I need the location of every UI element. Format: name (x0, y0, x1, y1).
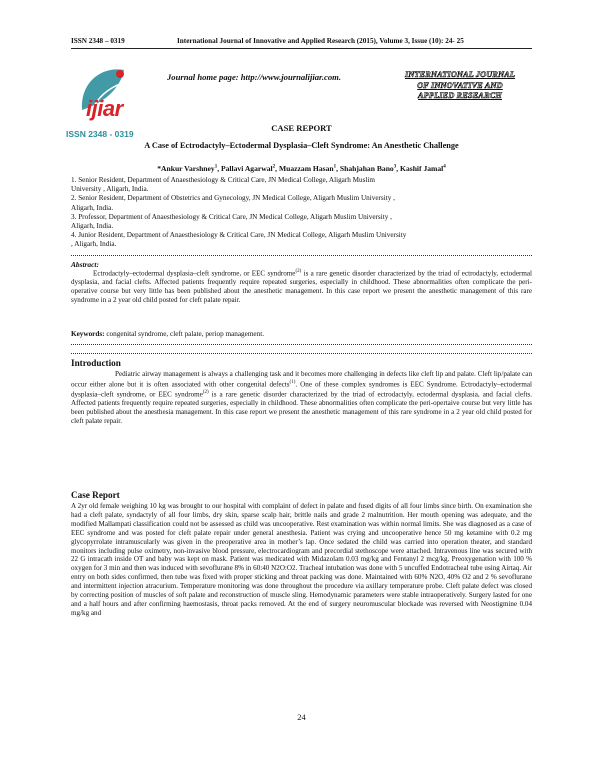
intro-heading: Introduction (71, 358, 121, 368)
article-type: CASE REPORT (271, 123, 332, 133)
header-issn: ISSN 2348 – 0319 (71, 37, 125, 45)
author-name: Pallavi Agarwal (220, 164, 273, 173)
header-journal-ref: International Journal of Innovative and Applied Research (2015), Volume 3, Issue (10): 24- 25 (177, 37, 464, 45)
author-separator: , (396, 164, 401, 173)
section-divider (71, 344, 532, 345)
author-name: Shahjahan Bano (339, 164, 394, 173)
case-report-text: A 2yr old female weighing 10 kg was brought to our hospital with complaint of defect in palate and fused digits of all four limbs since birth. On examination she had a cleft palate, syndactyly of all four limbs, dry skin, sparse scalp hair, brittle nails and grade 2 malnutrition. Her mouth opening was adequate, and the modified Mallampati classification could not be assessed as child was uncooperative. Rest examination was within normal limits. She was diagnosed as a case of EEC syndrome and was posted for cleft palate repair under general anesthesia. Patient was crying and uncooperative hence 50 mg ketamine with 0.2 mg glycopyrrolate intramuscularly was given in the preoperative area in mother’s lap. Once sedated the child was carried into operation theater, and standard monitors including pulse oximetry, non-invasive blood pressure, electrocardiogram and precordial stethoscope were attached. Intravenous line was secured with 22 G intracath inside OT and baby was kept on mask. Patient was medicated with Midazolam 0.03 mg/kg and Fentanyl 2 mcg/kg. Preoxygenation with 100 % oxygen for 3 min and then was induced with sevoflurane 8% in 60:40 N2O:O2. Tracheal intubation was done with 5 uncuffed Endotracheal tube using Airtaq. Air entry on both sides confirmed, then tube was fixed with proper sticking and throat packing was done. Maintained with 60% N2O, 40% O2 and 2 % sevoflurane and intermittent injection atracurium. Temperature monitoring was done throughout the procedure via axillary temperature probe. Cleft palate defect was closed by correcting position of muscles of soft palate and reconstruction of muscle sling. Hemodynamic parameters were stable intraoperatively. Surgery lasted for one and a half hours and after confirming haemostasis, throat packs removed. At the end of surgery neuromuscular blockade was reversed with Neostigmine 0.04 mg/kg and (71, 502, 532, 617)
journal-home-link[interactable]: Journal home page: http://www.journalijiar.com. (167, 72, 341, 82)
affiliation-list (71, 176, 536, 250)
affiliation-item: 2. Senior Resident, Department of Obstetrics and Gynecology, JN Medical College, Aligarh Muslim University , Aligarh, India. (71, 194, 395, 212)
author-name: Muazzam Hasan (278, 164, 334, 173)
author-separator: , (217, 164, 221, 173)
logo-issn: ISSN 2348 - 0319 (66, 129, 134, 139)
article-title: A Case of Ectrodactyly–Ectodermal Dysplasia–Cleft Syndrome: An Anesthetic Challenge (144, 141, 459, 150)
journal-name-block (380, 70, 540, 102)
author-list (71, 164, 532, 173)
author-separator: , (336, 164, 340, 173)
author-affiliation-mark: 1 (333, 164, 337, 170)
affiliation-item: 3. Professor, Department of Anaesthesiology & Critical Care, JN Medical College, Aligarh Muslim University , Aligarh, India. (71, 212, 392, 231)
logo-word: ijiar (86, 96, 123, 121)
affiliation-item: 1. Senior Resident, Department of Anaesthesiology & Critical Care, JN Medical College, Aligarh Muslim University , Aligarh, India. (71, 176, 376, 194)
author-affiliation-mark: 4 (443, 164, 446, 170)
affiliation-item: 4. Junior Resident, Department of Anaesthesiology & Critical Care, JN Medical College, Aligarh Muslim University , Aligarh, India. (71, 231, 407, 249)
section-divider (71, 353, 532, 354)
intro-text: Pediatric airway management is always a challenging task and it becomes more challenging in defects like cleft lip and palate. Cleft lip/palate can occur either alone but it is often associated with other congenital defects$^{(1)}$. One of these complex syndromes is EEC Syndrome. Ectrodactyly–ectodermal dysplasia–cleft syndrome, or EEC syndrome$^{(2)}$ is a rare genetic disorder characterized by the triad of ectrodactyly, ectodermal dysplasia, and facial clefts. Affected patients frequently require repeated surgeries, especially in childhood. These abnormalities often complicate the peri-opertaive course but very little has been published about the anesthesia management. In this case report we present the anesthetic management of this rare syndrome in a 2 year old child posted for cleft palate repair. (71, 370, 532, 426)
author-name: *Ankur Varshney (157, 164, 215, 173)
journal-logo (72, 62, 144, 132)
keywords-label: Keywords: (71, 330, 105, 338)
author-affiliation-mark: 1 (214, 164, 218, 170)
case-report-heading: Case Report (71, 490, 120, 500)
author-affiliation-mark: 2 (272, 164, 276, 170)
journal-name-line-1: INTERNATIONAL JOURNAL (404, 70, 516, 79)
author-affiliation-mark: 3 (393, 164, 397, 170)
abstract-text: Ectrodactyly–ectodermal dysplasia–cleft syndrome, or EEC syndrome$^{(2)}$ is a rare genetic disorder characterized by the triad of ectrodactyly, ectodermal dysplasia, and facial clefts. Affected patients frequently require repeated surgeries, especially in childhood. These abnormalities often complicate the peri-operative course but very little has been published about the anesthetic management. In this case report we present the anesthetic management of this rare syndrome in a 2 year old child posted for cleft palate repair. (71, 269, 532, 305)
author-name: Kashif Jamal (400, 164, 444, 173)
journal-name-line-3: APPLIED RESEARCH (418, 91, 502, 100)
journal-name-line-2: OF INNOVATIVE AND (417, 80, 503, 90)
header-rule (71, 48, 532, 49)
author-separator: , (275, 164, 279, 173)
abstract-label: Abstract: (71, 260, 99, 269)
keywords-text: congenital syndrome, cleft palate, periop management. (104, 330, 265, 338)
citation-mark: (2) (202, 390, 209, 396)
section-divider (71, 255, 532, 256)
citation-mark: (1) (289, 379, 296, 385)
keywords (71, 330, 264, 338)
citation-mark: (2) (295, 269, 302, 274)
page-number: 24 (297, 712, 306, 722)
